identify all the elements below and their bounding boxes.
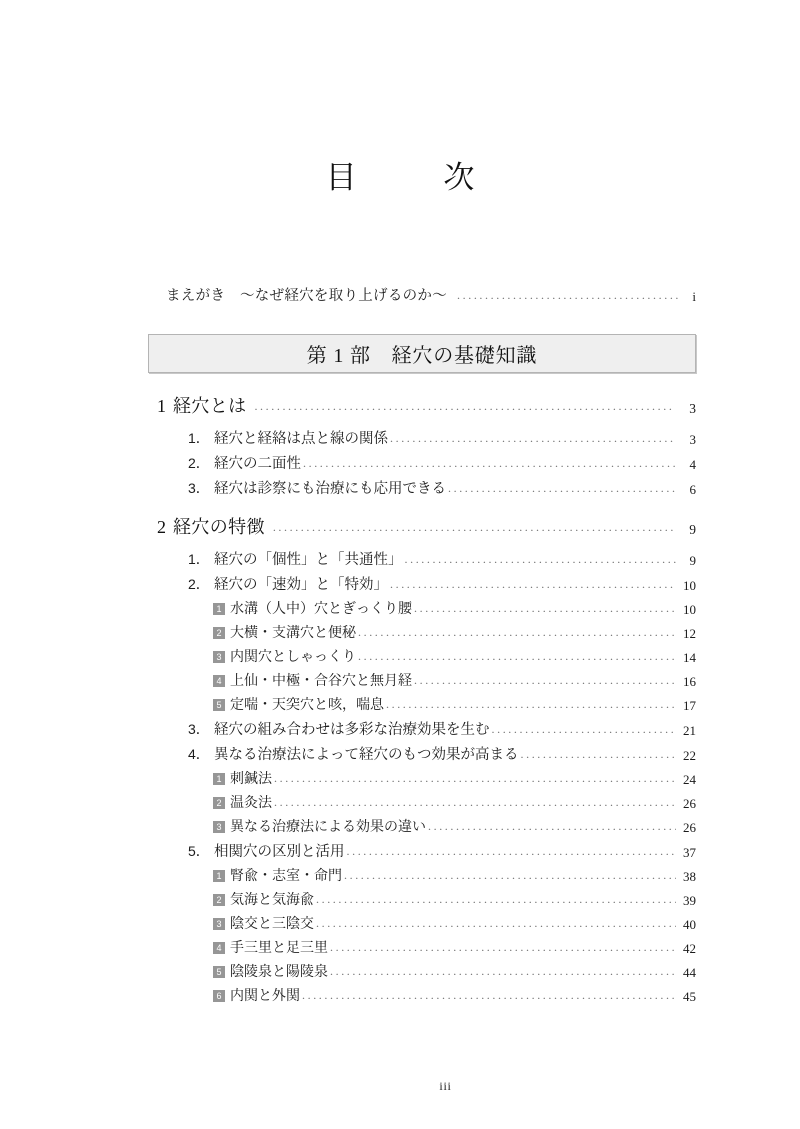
toc-entry-text: 経穴の組み合わせは多彩な治療効果を生む: [214, 722, 490, 738]
toc-entry-level3[interactable]: [213, 670, 696, 690]
toc-entry-page-number: 10: [683, 578, 696, 593]
leader-dots: [347, 847, 677, 862]
toc-entry-text: 経穴と経絡は点と線の関係: [214, 431, 388, 447]
toc-entry-label: [213, 816, 426, 836]
toc-entry-label: [188, 427, 388, 448]
toc-entry-text: 大横・支溝穴と便秘: [230, 626, 356, 641]
leader-dots: [358, 628, 676, 642]
toc-entry-page-number: 9: [689, 522, 696, 537]
leader-dots: [274, 774, 676, 788]
toc-entry-number: 5．: [188, 843, 210, 859]
toc-entry-page-number: 21: [683, 723, 696, 738]
leader-dots: [390, 580, 676, 595]
toc-entry-text: 水溝（人中）穴とぎっくり腰: [230, 602, 412, 617]
toc-entry-page-number: 44: [683, 965, 696, 980]
leader-dots: [428, 822, 676, 836]
item-number-badge: 2: [213, 797, 225, 809]
toc-entry-number: 1．: [188, 430, 210, 446]
toc-entry-level3[interactable]: [213, 937, 696, 957]
toc-entry-text: 温灸法: [230, 796, 272, 811]
leader-dots: [274, 798, 676, 812]
leader-dots: [492, 725, 677, 740]
toc-entry-text: 異なる治療法によって経穴のもつ効果が高まる: [214, 747, 519, 763]
toc-entry-level3[interactable]: [213, 961, 696, 981]
item-number-badge: 1: [213, 603, 225, 615]
toc-entry-level3[interactable]: [213, 889, 696, 909]
toc-entry-label: [213, 937, 328, 957]
toc-entry-label: [188, 477, 446, 498]
toc-entry-label: [213, 768, 272, 788]
toc-entry-label: [188, 573, 388, 594]
toc-entry-label: [213, 670, 412, 690]
leader-dots: [302, 991, 676, 1005]
toc-entry-level2[interactable]: [188, 427, 696, 448]
item-number-badge: 3: [213, 918, 225, 930]
toc-entry-label: [213, 792, 272, 812]
toc-entry-text: 気海と気海兪: [230, 893, 314, 908]
leader-dots: [386, 700, 676, 714]
toc-entry-list: [148, 392, 696, 1005]
toc-entry-number: 2: [157, 517, 166, 537]
toc-entry-label: [188, 840, 345, 861]
toc-entry-page-number: 16: [683, 674, 696, 689]
leader-dots: [330, 943, 676, 957]
item-number-badge: 1: [213, 870, 225, 882]
page-footer: [0, 1079, 800, 1094]
leader-dots: [358, 652, 676, 666]
toc-entry-label: [213, 985, 300, 1005]
toc-entry-label: [213, 889, 314, 909]
toc-entry-number: 3．: [188, 721, 210, 737]
toc-entry-page-number: 9: [689, 553, 696, 568]
toc-entry-page-number: 12: [683, 626, 696, 641]
toc-entry-page-number: 40: [683, 917, 696, 932]
toc-entry-text: 陰交と三陰交: [230, 917, 314, 932]
part-header-title: 第 1 部 経穴の基礎知識: [306, 345, 538, 367]
toc-entry-level2[interactable]: [188, 477, 696, 498]
toc-entry-text: 刺鍼法: [230, 772, 272, 787]
toc-entry-label: [188, 743, 519, 764]
toc-entry-preface[interactable]: [166, 284, 696, 305]
leader-dots: [316, 895, 676, 909]
item-number-badge: 2: [213, 894, 225, 906]
toc-entry-label: [213, 622, 356, 642]
toc-entry-text: 経穴の二面性: [214, 456, 301, 472]
item-number-badge: 1: [213, 773, 225, 785]
toc-entry-level2[interactable]: [188, 718, 696, 739]
toc-entry-level3[interactable]: [213, 598, 696, 618]
toc-entry-number: 2．: [188, 455, 210, 471]
leader-dots: [254, 400, 675, 418]
toc-entry-level3[interactable]: [213, 792, 696, 812]
toc-entry-label: [213, 598, 412, 618]
page-title: 目 次: [325, 160, 503, 195]
toc-entry-level1[interactable]: [157, 513, 696, 539]
item-number-badge: 3: [213, 651, 225, 663]
toc-entry-level3[interactable]: [213, 816, 696, 836]
toc-entry-text: 内関と外関: [230, 989, 300, 1004]
leader-dots: [273, 521, 675, 539]
toc-entry-level3[interactable]: [213, 768, 696, 788]
toc-entry-number: 1．: [188, 551, 210, 567]
toc-entry-page-number: 14: [683, 650, 696, 665]
toc-entry-text: 手三里と足三里: [230, 941, 328, 956]
toc-entry-text: 経穴は診察にも治療にも応用できる: [214, 481, 446, 497]
preface-label: まえがき 〜なぜ経穴を取り上げるのか〜: [166, 288, 448, 304]
toc-entry-text: 陰陵泉と陽陵泉: [230, 965, 328, 980]
toc-entry-level3[interactable]: [213, 694, 696, 714]
toc-entry-page-number: 22: [683, 748, 696, 763]
leader-dots: [344, 871, 676, 885]
toc-entry-page-number: 39: [683, 893, 696, 908]
toc-entry-page-number: 37: [683, 845, 696, 860]
item-number-badge: 4: [213, 675, 225, 687]
leader-dots: [521, 750, 677, 765]
toc-content: [148, 284, 696, 1009]
toc-entry-page-number: 45: [683, 989, 696, 1004]
leader-dots: [457, 291, 679, 306]
item-number-badge: 3: [213, 821, 225, 833]
part-header-box: [148, 334, 696, 373]
toc-entry-label: [157, 513, 265, 539]
toc-entry-page-number: 6: [689, 482, 696, 497]
toc-entry-page-number: 26: [683, 796, 696, 811]
toc-entry-label: [157, 392, 246, 418]
toc-entry-label: [213, 961, 328, 981]
toc-entry-page-number: 4: [689, 457, 696, 472]
toc-entry-level3[interactable]: [213, 865, 696, 885]
toc-entry-text: 腎兪・志室・命門: [230, 869, 342, 884]
leader-dots: [330, 967, 676, 981]
folio-number: iii: [439, 1079, 452, 1093]
toc-entry-text: 定喘・天突穴と咳，喘息: [230, 698, 384, 713]
toc-entry-level3[interactable]: [213, 913, 696, 933]
item-number-badge: 4: [213, 942, 225, 954]
leader-dots: [316, 919, 676, 933]
leader-dots: [405, 555, 677, 570]
toc-entry-level2[interactable]: [188, 452, 696, 473]
toc-entry-label: [213, 694, 384, 714]
toc-entry-text: 内関穴としゃっくり: [230, 650, 356, 665]
leader-dots: [448, 484, 676, 499]
toc-entry-level2[interactable]: [188, 840, 696, 861]
toc-entry-level1[interactable]: [157, 392, 696, 418]
toc-entry-page-number: 26: [683, 820, 696, 835]
toc-entry-level3[interactable]: [213, 985, 696, 1005]
toc-entry-page-number: 10: [683, 602, 696, 617]
toc-entry-number: 2．: [188, 576, 210, 592]
leader-dots: [414, 676, 676, 690]
toc-entry-text: 経穴の特徴: [173, 517, 265, 537]
toc-entry-label: [188, 548, 403, 569]
toc-entry-page-number: 38: [683, 869, 696, 884]
toc-entry-label: [188, 718, 490, 739]
toc-entry-label: [213, 865, 342, 885]
toc-entry-label: [213, 913, 314, 933]
toc-entry-text: 異なる治療法による効果の違い: [230, 820, 426, 835]
toc-entry-page-number: 24: [683, 772, 696, 787]
toc-entry-page-number: 42: [683, 941, 696, 956]
toc-entry-page-number: 3: [689, 401, 696, 416]
item-number-badge: 6: [213, 990, 225, 1002]
item-number-badge: 2: [213, 627, 225, 639]
toc-entry-level3[interactable]: [213, 646, 696, 666]
preface-page-number: i: [692, 289, 696, 304]
toc-entry-text: 経穴の「速効」と「特効」: [214, 577, 388, 593]
toc-entry-number: 1: [157, 396, 166, 416]
item-number-badge: 5: [213, 699, 225, 711]
toc-entry-number: 3．: [188, 480, 210, 496]
leader-dots: [303, 459, 676, 474]
toc-entry-level2[interactable]: [188, 573, 696, 594]
leader-dots: [390, 434, 676, 449]
toc-entry-level3[interactable]: [213, 622, 696, 642]
toc-entry-level2[interactable]: [188, 548, 696, 569]
toc-entry-text: 経穴の「個性」と「共通性」: [214, 552, 403, 568]
toc-entry-level2[interactable]: [188, 743, 696, 764]
toc-entry-number: 4．: [188, 746, 210, 762]
toc-entry-text: 経穴とは: [173, 396, 247, 416]
leader-dots: [414, 604, 676, 618]
toc-entry-label: [213, 646, 356, 666]
toc-entry-label: [188, 452, 301, 473]
toc-entry-text: 上仙・中極・合谷穴と無月経: [230, 674, 412, 689]
item-number-badge: 5: [213, 966, 225, 978]
toc-entry-page-number: 17: [683, 698, 696, 713]
toc-entry-page-number: 3: [689, 432, 696, 447]
toc-entry-text: 相関穴の区別と活用: [214, 844, 345, 860]
